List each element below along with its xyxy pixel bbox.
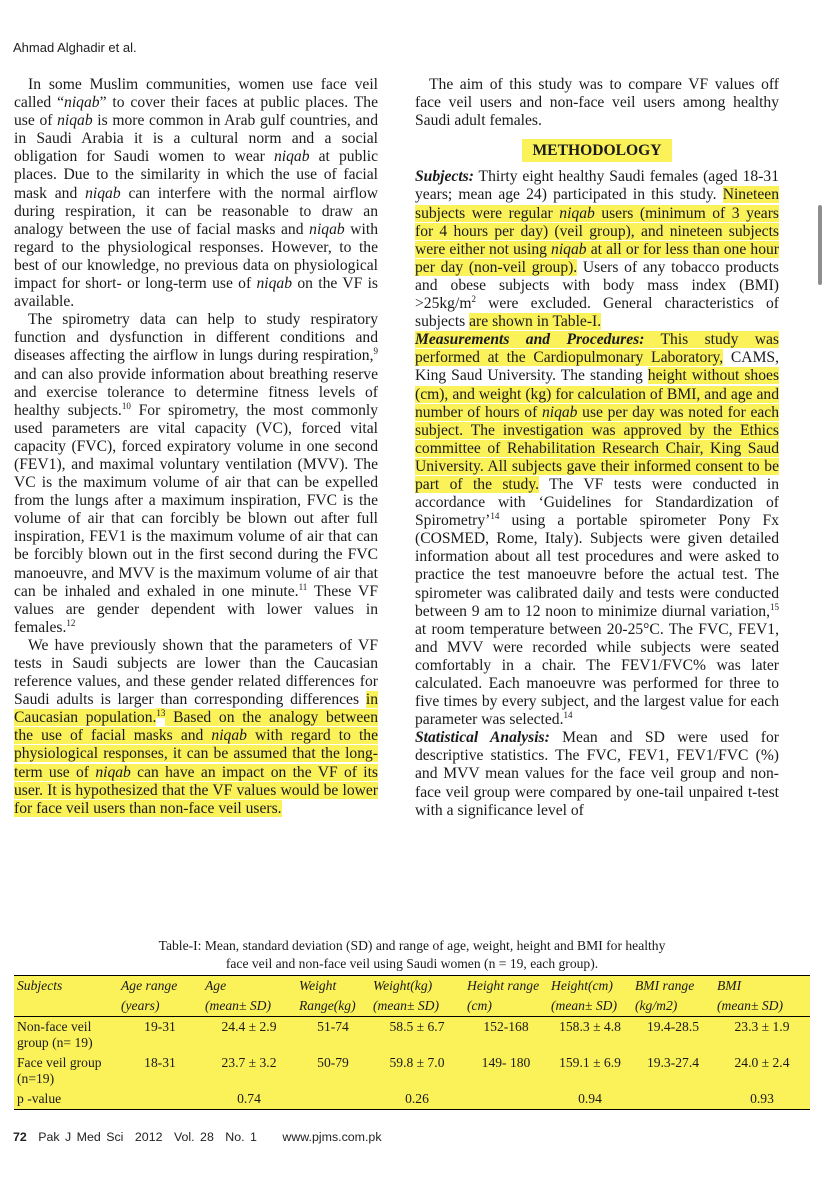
text-run: were excluded. General characteristics of subjects <box>415 295 779 331</box>
table-cell: Face veil group (n=19) <box>17 1055 102 1086</box>
table-cell: 159.1 ± 6.9 <box>559 1055 621 1070</box>
data-table <box>14 976 810 1109</box>
text-run: using a portable spirometer Pony Fx (COSMED, Rome, Italy). Subjects were given detailed information about all test procedures and were asked to practice the test manoeuvre before the actual test. The spirometer was calibrated daily and tests were conducted between 9 am to 12 noon to minimize diurnal variation, <box>415 512 779 620</box>
journal-number: No. 1 <box>225 1130 257 1144</box>
col-header: Subjects <box>17 978 63 993</box>
paragraph <box>14 311 378 637</box>
journal-volume: Vol. 28 <box>173 1130 214 1144</box>
italic-term: niqab <box>309 220 345 238</box>
left-column <box>14 76 378 818</box>
table-row <box>14 1089 810 1109</box>
text-run: The VF tests were conducted in accordance with ‘Guidelines for Standardization of Spirometry’ <box>415 475 780 530</box>
col-subheader: Range(kg) <box>296 996 370 1017</box>
table-cell: 19-31 <box>144 1019 176 1034</box>
italic-term: niqab <box>541 403 578 421</box>
col-header: BMI range <box>635 978 695 993</box>
col-header: Weight(kg) <box>373 978 433 993</box>
page-number: 72 <box>13 1130 27 1144</box>
table-cell: 149- 180 <box>481 1055 531 1070</box>
col-subheader: (mean± SD) <box>548 996 632 1017</box>
text-run: and can also provide information about breathing reserve and exercise tolerance to determine fitness levels of healthy subjects. <box>14 365 378 419</box>
table-cell: 0.74 <box>237 1091 261 1106</box>
paragraph <box>415 729 779 819</box>
text-run: at public places. Due to the similarity in which the use of facial mask and <box>14 148 378 202</box>
section-heading <box>415 142 779 160</box>
col-subheader: (mean± SD) <box>202 996 296 1017</box>
scroll-indicator[interactable] <box>818 205 822 285</box>
text-run: Users of any tobacco products and obese subjects with body mass index (BMI) >25kg/m <box>415 258 779 313</box>
text-run: We have previously shown that the parameters of VF tests in Saudi subjects are lower than the Caucasian reference values, and these gender related differences for Saudi adults is larger than corresponding differences <box>14 636 378 709</box>
text-run: in Caucasian population. <box>14 691 378 727</box>
table-cell: 158.3 ± 4.8 <box>559 1019 621 1034</box>
paragraph <box>415 168 779 331</box>
table-cell <box>296 1089 370 1109</box>
table-cell: 18-31 <box>144 1055 176 1070</box>
text-run: ” to cover their faces at public places. The use of <box>14 94 379 130</box>
table-cell <box>118 1089 202 1109</box>
col-header: Height range <box>467 978 540 993</box>
table-caption-line: face veil and non-face veil using Saudi women (n = 19, each group). <box>225 956 599 971</box>
citation-superscript: 10 <box>121 400 131 411</box>
text-run: can interfere with the normal airflow during respiration, it can be reasonable to draw an analogy between the use of facial masks and <box>14 184 378 238</box>
italic-term: niqab <box>64 94 100 112</box>
table-cell <box>632 1089 714 1109</box>
text-run: Thirty eight healthy Saudi females (aged 18-31 years; mean age 24) participated in this study. <box>415 168 779 204</box>
italic-term: niqab <box>57 112 93 130</box>
table-cell: 0.94 <box>578 1091 602 1106</box>
text-run: at all or for less than one hour per day (non-veil group). <box>415 240 779 276</box>
page-footer <box>13 1130 396 1144</box>
table-cell: 24.0 ± 2.4 <box>734 1055 790 1070</box>
citation-superscript: 13 <box>156 708 166 719</box>
running-header: Ahmad Alghadir et al. <box>13 40 137 55</box>
journal-url[interactable]: www.pjms.com.pk <box>282 1130 382 1144</box>
table-cell: 19.4-28.5 <box>646 1019 700 1034</box>
text-run: The spirometry data can help to study respiratory function and dysfunction in different conditions and diseases affecting the airflow in lungs during respiration, <box>14 311 378 365</box>
journal-name: Pak J Med Sci <box>38 1130 124 1144</box>
text-run: Nineteen subjects were regular <box>415 186 779 222</box>
text-run: are shown in Table-I. <box>469 313 602 331</box>
col-subheader: (years) <box>118 996 202 1017</box>
section-heading-text: METHODOLOGY <box>522 139 671 162</box>
text-run: can have an impact on the VF of its user. It is hypothesized that the VF values would be lower for face veil users than non-face veil users. <box>14 763 378 817</box>
table-row <box>14 1053 810 1089</box>
table-caption-line: Table-I: Mean, standard deviation (SD) and range of age, weight, height and BMI for healthy <box>158 938 666 953</box>
italic-term: niqab <box>95 763 131 781</box>
text-run: These VF values are gender dependent with lower values in females. <box>14 582 378 636</box>
run-in-heading: Measurements and Procedures: <box>415 331 645 349</box>
text-run: The aim of this study was to compare VF values off face veil users and non-face veil users among healthy Saudi adult females. <box>415 76 779 130</box>
text-run: on the VF is available. <box>14 275 379 311</box>
italic-term: niqab <box>211 727 247 745</box>
text-run: This study was performed at the Cardiopulmonary Laboratory, <box>415 331 779 367</box>
table-cell: 0.26 <box>405 1091 429 1106</box>
table-row <box>14 1017 810 1054</box>
table-cell: 19.3-27.4 <box>646 1055 700 1070</box>
col-subheader: (mean± SD) <box>370 996 464 1017</box>
col-header: Weight <box>299 978 337 993</box>
paragraph <box>415 331 779 729</box>
italic-term: niqab <box>559 204 595 222</box>
citation-superscript: 2 <box>471 293 476 304</box>
table-cell: p -value <box>17 1091 62 1106</box>
right-column <box>415 76 779 820</box>
col-subheader: (mean± SD) <box>714 996 810 1017</box>
text-run: users (minimum of 3 years for 4 hours per day) (veil group), and nineteen subjects were either not using <box>415 204 779 258</box>
text-run: with regard to the physiological responses, it can be assumed that the long-term use of <box>14 727 378 781</box>
table-container <box>14 975 810 1110</box>
table-cell <box>464 1089 548 1109</box>
citation-superscript: 9 <box>373 346 378 357</box>
italic-term: niqab <box>273 148 310 166</box>
journal-year: 2012 <box>134 1130 163 1144</box>
col-header: Height(cm) <box>551 978 613 993</box>
run-in-heading: Statistical Analysis: <box>415 729 550 747</box>
text-run: height without shoes (cm), and weight (kg) for calculation of BMI, and age and number of hours of <box>415 367 780 421</box>
citation-superscript: 11 <box>298 581 308 592</box>
table-cell: 58.5 ± 6.7 <box>389 1019 445 1034</box>
text-run: with regard to the physiological responses. However, to the best of our knowledge, no previous data on physiological impact for short- or long-term use of <box>14 220 379 293</box>
table-header-row <box>14 976 810 996</box>
italic-term: niqab <box>551 240 587 258</box>
table-cell: Non-face veil group (n= 19) <box>17 1019 93 1050</box>
col-subheader <box>14 996 118 1017</box>
col-header: BMI <box>717 978 742 993</box>
paragraph <box>14 637 378 818</box>
table-bottom-rule <box>14 1109 810 1110</box>
paragraph <box>415 76 779 130</box>
text-run: at room temperature between 20-25°C. The FVC, FEV1, and MVV were recorded while subjects were seated comfortably in a chair. The FEV1/FVC% was later calculated. Each manoeuvre was performed for three to five times by every subject, and the largest value for each parameter was selected. <box>415 620 779 729</box>
text-run: In some Muslim communities, women use face veil called “ <box>14 76 378 112</box>
table-cell: 23.3 ± 1.9 <box>734 1019 790 1034</box>
text-run: Mean and SD were used for descriptive statistics. The FVC, FEV1, FEV1/FVC (%) and MVV mean values for the face veil group and non-face veil group were compared by one-tail unpaired t-test with a significance level of <box>415 729 779 819</box>
italic-term: niqab <box>256 275 293 293</box>
col-subheader: (kg/m2) <box>632 996 714 1017</box>
col-subheader: (cm) <box>464 996 548 1017</box>
table-cell: 23.7 ± 3.2 <box>221 1055 277 1070</box>
table-cell: 59.8 ± 7.0 <box>389 1055 445 1070</box>
italic-term: niqab <box>85 184 121 202</box>
text-run: For spirometry, the most commonly used parameters are vital capacity (VC), forced vital capacity (FVC), forced expiratory volume in one second (FEV1), and maximal voluntary ventilation (MVV). The VC is the maximum volume of air that can be expelled from the lungs after a maximum inspiration, FVC is the volume of air that can forcibly be blown out after full inspiration, FEV1 is the maximum volume of air that can be forcibly blown out in the first second during the FVC manoeuvre, and MVV is the maximum volume of air that can be inhaled and exhaled in one minute. <box>14 401 379 600</box>
citation-superscript: 12 <box>66 617 76 628</box>
table-cell: 152-168 <box>483 1019 529 1034</box>
run-in-heading: Subjects: <box>415 168 474 186</box>
citation-superscript: 14 <box>563 710 573 720</box>
col-header: Age range <box>121 978 178 993</box>
text-run: CAMS, King Saud University. The standing <box>415 349 780 385</box>
table-cell: 24.4 ± 2.9 <box>221 1019 277 1034</box>
text-run: use per day was noted for each subject. The investigation was approved by the Ethics committee of Rehabilitation Research Chair, King Saud University. All subjects gave their informed consent to be part of the study. <box>415 403 780 493</box>
table-caption <box>14 937 810 973</box>
citation-superscript: 14 <box>490 510 500 521</box>
col-header: Age <box>205 978 227 993</box>
text-run: is more common in Arab gulf countries, and in Saudi Arabia it is a cultural norm and a social obligation for Saudi women to wear <box>14 112 378 166</box>
table-cell: 50-79 <box>317 1055 349 1070</box>
table-header-row <box>14 996 810 1017</box>
table-cell: 0.93 <box>750 1091 774 1106</box>
text-run: Based on the analogy between the use of facial masks and <box>14 709 378 745</box>
paragraph <box>14 76 378 311</box>
citation-superscript: 15 <box>770 601 779 612</box>
table-cell: 51-74 <box>317 1019 349 1034</box>
